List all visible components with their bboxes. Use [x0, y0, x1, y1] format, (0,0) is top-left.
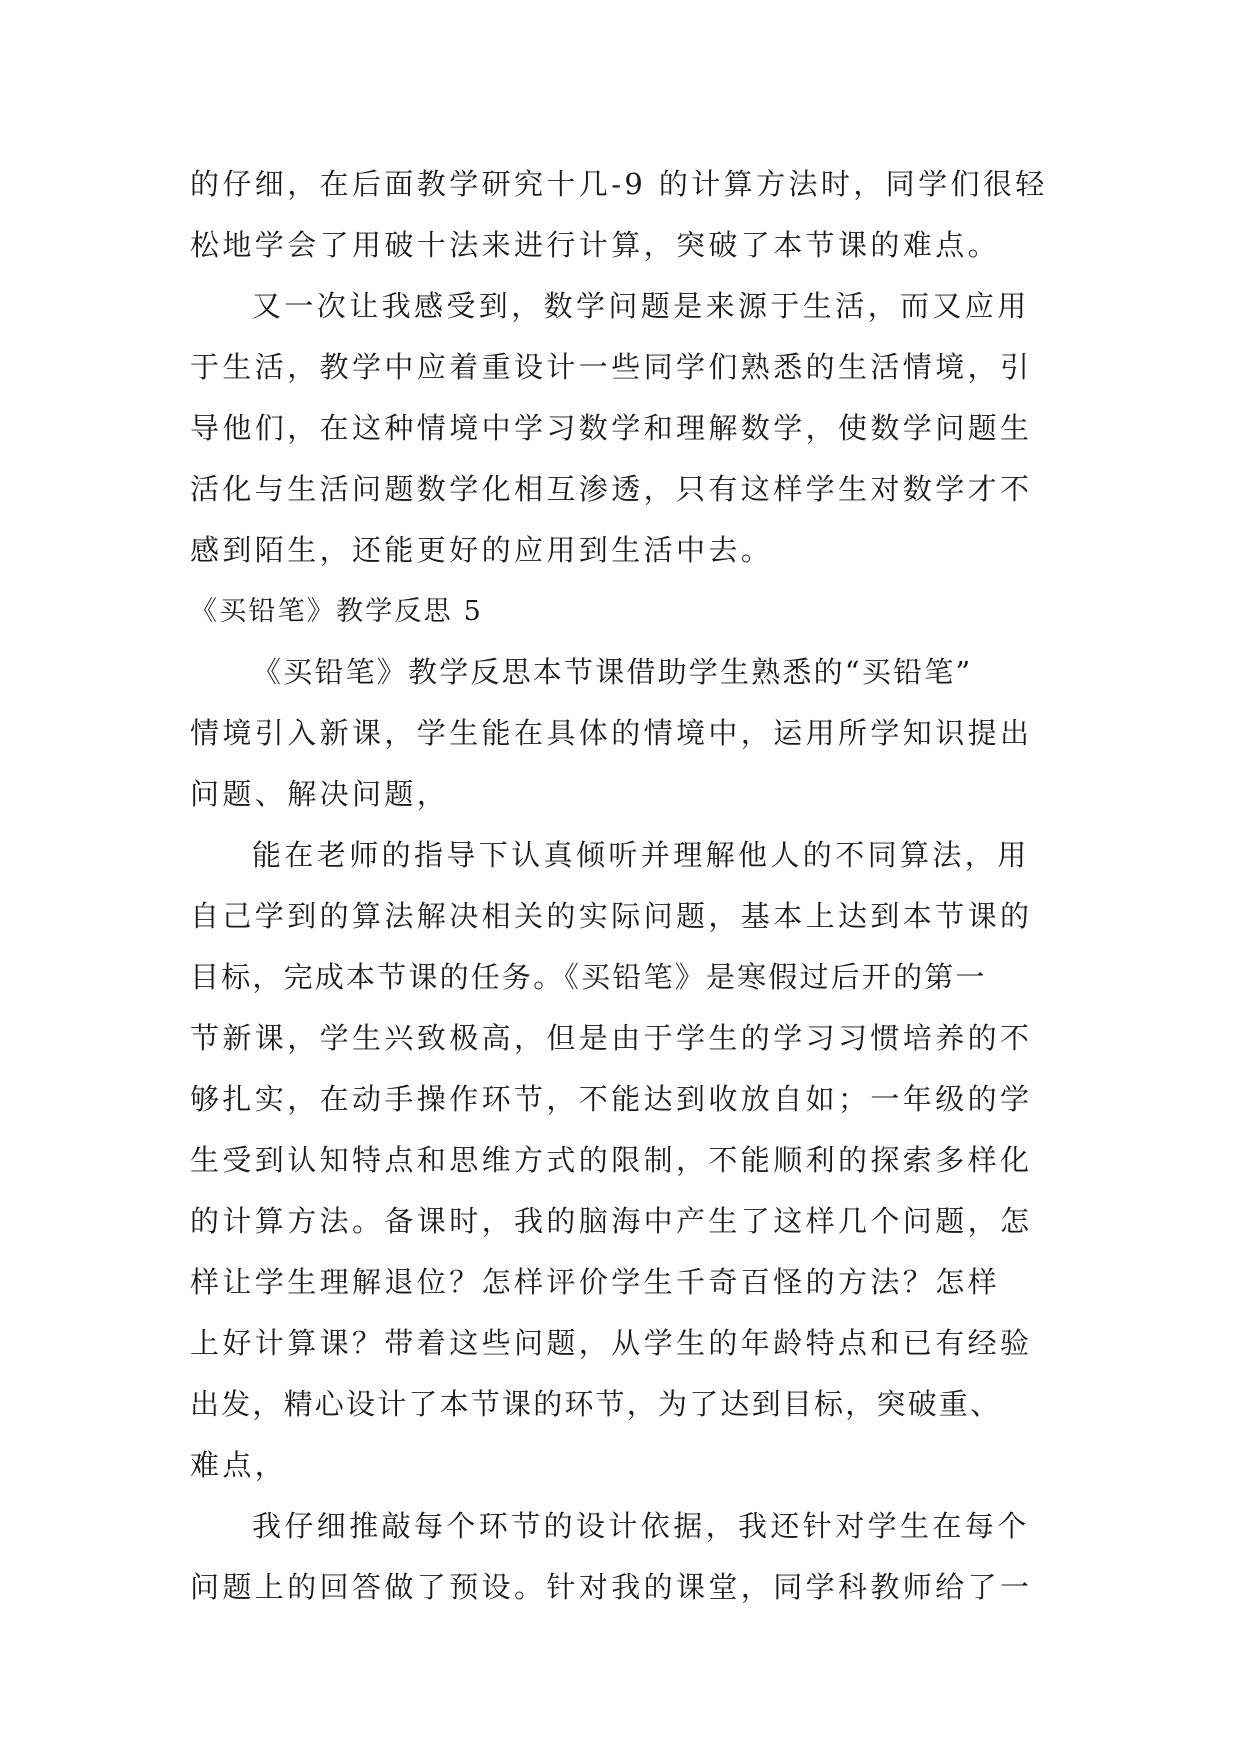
text-line: 上好计算课？带着这些问题，从学生的年龄特点和已有经验	[190, 1326, 1033, 1360]
text-line: 问题、解决问题，	[190, 777, 450, 811]
text-line: 目标，完成本节课的任务。《买铅笔》是寒假过后开的第一	[190, 960, 987, 994]
text-line: 够扎实，在动手操作环节，不能达到收放自如；一年级的学	[190, 1082, 1033, 1116]
text-line: 生受到认知特点和思维方式的限制，不能顺利的探索多样化	[190, 1143, 1033, 1177]
paragraph-first-line: 《买铅笔》教学反思本节课借助学生熟悉的“买铅笔”	[252, 655, 973, 689]
text-line: 的仔细，在后面教学研究十几-9 的计算方法时，同学们很轻	[190, 167, 1048, 201]
document-body	[190, 154, 1050, 1618]
text-line: 松地学会了用破十法来进行计算，突破了本节课的难点。	[190, 228, 1001, 262]
text-line: 节新课，学生兴致极高，但是由于学生的学习习惯培养的不	[190, 1021, 1033, 1055]
text-line: 自己学到的算法解决相关的实际问题，基本上达到本节课的	[190, 899, 1033, 933]
text-line: 问题上的回答做了预设。针对我的课堂，同学科教师给了一	[190, 1570, 1033, 1604]
text-line: 出发，精心设计了本节课的环节，为了达到目标，突破重、	[190, 1387, 1002, 1421]
text-line: 样让学生理解退位？怎样评价学生千奇百怪的方法？怎样	[190, 1265, 1001, 1299]
text-line: 难点，	[190, 1448, 288, 1482]
text-line: 于生活，教学中应着重设计一些同学们熟悉的生活情境，引	[190, 350, 1033, 384]
paragraph-first-line: 我仔细推敲每个环节的设计依据，我还针对学生在每个	[252, 1509, 1030, 1543]
text-line: 的计算方法。备课时，我的脑海中产生了这样几个问题，怎	[190, 1204, 1033, 1238]
text-line: 感到陌生，还能更好的应用到生活中去。	[190, 533, 774, 567]
text-line: 活化与生活问题数学化相互渗透，只有这样学生对数学才不	[190, 472, 1033, 506]
paragraph-first-line: 又一次让我感受到，数学问题是来源于生活，而又应用	[252, 289, 1030, 323]
paragraph-first-line: 能在老师的指导下认真倾听并理解他人的不同算法，用	[252, 838, 1030, 872]
text-line: 情境引入新课，学生能在具体的情境中，运用所学知识提出	[190, 716, 1033, 750]
section-heading: 《买铅笔》教学反思 5	[190, 596, 483, 627]
text-line: 导他们，在这种情境中学习数学和理解数学，使数学问题生	[190, 411, 1033, 445]
